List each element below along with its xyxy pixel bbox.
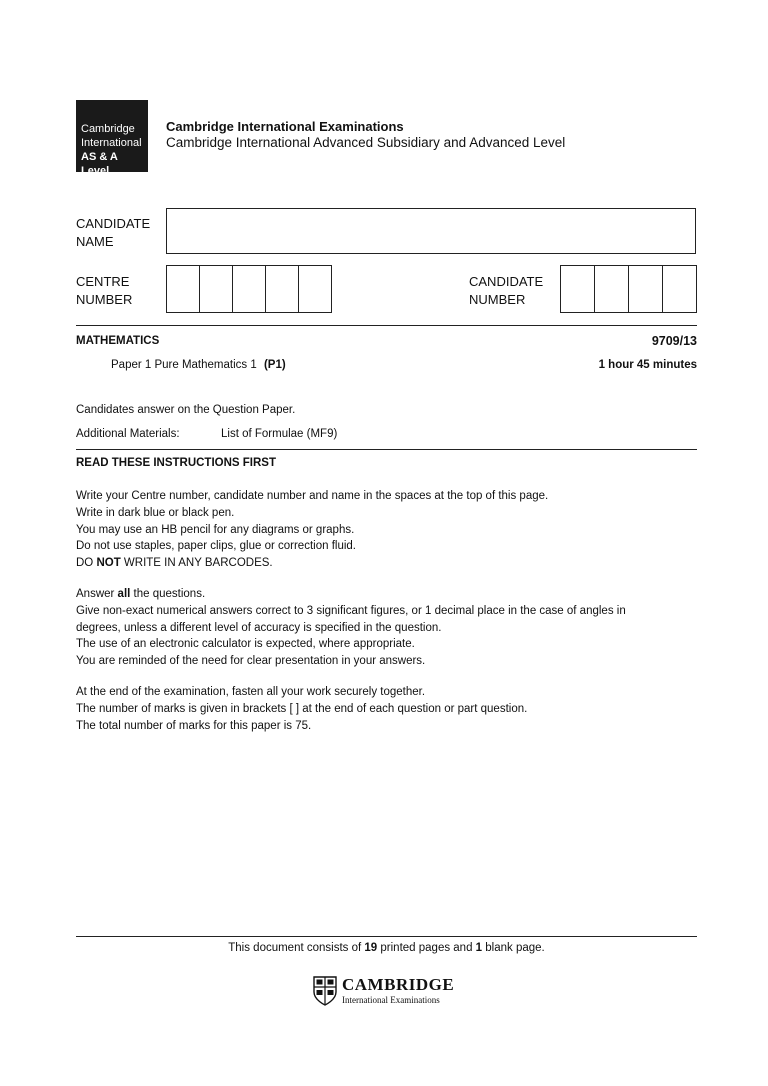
centre-number-digit-box[interactable] xyxy=(299,266,331,312)
page-count-note: This document consists of 19 printed pages and 1 blank page. xyxy=(228,942,545,954)
instruction-line: Give non-exact numerical answers correct to 3 significant figures, or 1 decimal place in the case of angles in xyxy=(76,604,626,617)
centre-number-digit-box[interactable] xyxy=(233,266,266,312)
divider-bottom xyxy=(76,936,697,937)
candidate-number-digit-box[interactable] xyxy=(595,266,629,312)
exam-duration: 1 hour 45 minutes xyxy=(598,359,697,371)
instruction-line-answer-all: Answer all the questions. xyxy=(76,588,206,600)
divider-top xyxy=(76,325,697,326)
instruction-line: degrees, unless a different level of accuracy is specified in the question. xyxy=(76,621,442,634)
instruction-line: Write in dark blue or black pen. xyxy=(76,506,235,519)
centre-number-digit-box[interactable] xyxy=(200,266,233,312)
candidate-name-field[interactable] xyxy=(166,208,696,254)
centre-number-digit-box[interactable] xyxy=(266,266,299,312)
instruction-line: At the end of the examination, fasten all your work securely together. xyxy=(76,686,426,698)
paper-title: Paper 1 Pure Mathematics 1 (P1) xyxy=(111,359,286,371)
instruction-line-barcodes: DO NOT WRITE IN ANY BARCODES. xyxy=(76,557,273,570)
instructions-block-3 xyxy=(76,684,706,734)
instructions-block-1 xyxy=(76,488,706,572)
answer-on-paper-note: Candidates answer on the Question Paper. xyxy=(76,404,296,416)
centre-number-digit-box[interactable] xyxy=(167,266,200,312)
centre-number-boxes[interactable] xyxy=(166,265,332,313)
cambridge-wordmark-subtitle: International Examinations xyxy=(342,995,440,1005)
paper-code: 9709/13 xyxy=(651,334,697,348)
qualification-level: Cambridge International Advanced Subsidiary and Advanced Level xyxy=(166,135,566,150)
instruction-line: You are reminded of the need for clear presentation in your answers. xyxy=(76,655,426,668)
instructions-heading: READ THESE INSTRUCTIONS FIRST xyxy=(76,457,276,469)
instructions-block-2 xyxy=(76,586,706,670)
instruction-line: Do not use staples, paper clips, glue or correction fluid. xyxy=(76,540,356,553)
additional-materials-label: Additional Materials: xyxy=(76,428,180,440)
cambridge-wordmark: CAMBRIDGE xyxy=(342,975,455,994)
cambridge-as-a-level-logo xyxy=(76,100,148,177)
divider-middle xyxy=(76,449,697,450)
candidate-number-label: CANDIDATE NUMBER xyxy=(469,274,544,307)
candidate-name-label: CANDIDATE NAME xyxy=(76,216,151,249)
centre-number-label: CENTRE NUMBER xyxy=(76,274,133,307)
instruction-line: Write your Centre number, candidate number and name in the spaces at the top of this page. xyxy=(76,490,549,502)
logo-line-3: AS & A Level xyxy=(81,151,118,177)
logo-line-1: Cambridge xyxy=(81,123,135,135)
instruction-line: The use of an electronic calculator is expected, where appropriate. xyxy=(76,638,415,651)
cambridge-crest-icon xyxy=(313,976,337,1006)
instruction-line: You may use an HB pencil for any diagrams or graphs. xyxy=(76,523,355,536)
additional-materials-value: List of Formulae (MF9) xyxy=(221,428,338,440)
exam-board-title: Cambridge International Examinations xyxy=(166,119,404,134)
candidate-number-boxes[interactable] xyxy=(560,265,697,313)
subject-title: MATHEMATICS xyxy=(76,335,160,347)
instruction-line: The number of marks is given in brackets [ ] at the end of each question or part question. xyxy=(76,702,528,715)
logo-line-2: International xyxy=(81,137,142,149)
candidate-number-digit-box[interactable] xyxy=(629,266,663,312)
instruction-line: The total number of marks for this paper is 75. xyxy=(76,719,312,732)
candidate-number-digit-box[interactable] xyxy=(663,266,696,312)
candidate-number-digit-box[interactable] xyxy=(561,266,595,312)
